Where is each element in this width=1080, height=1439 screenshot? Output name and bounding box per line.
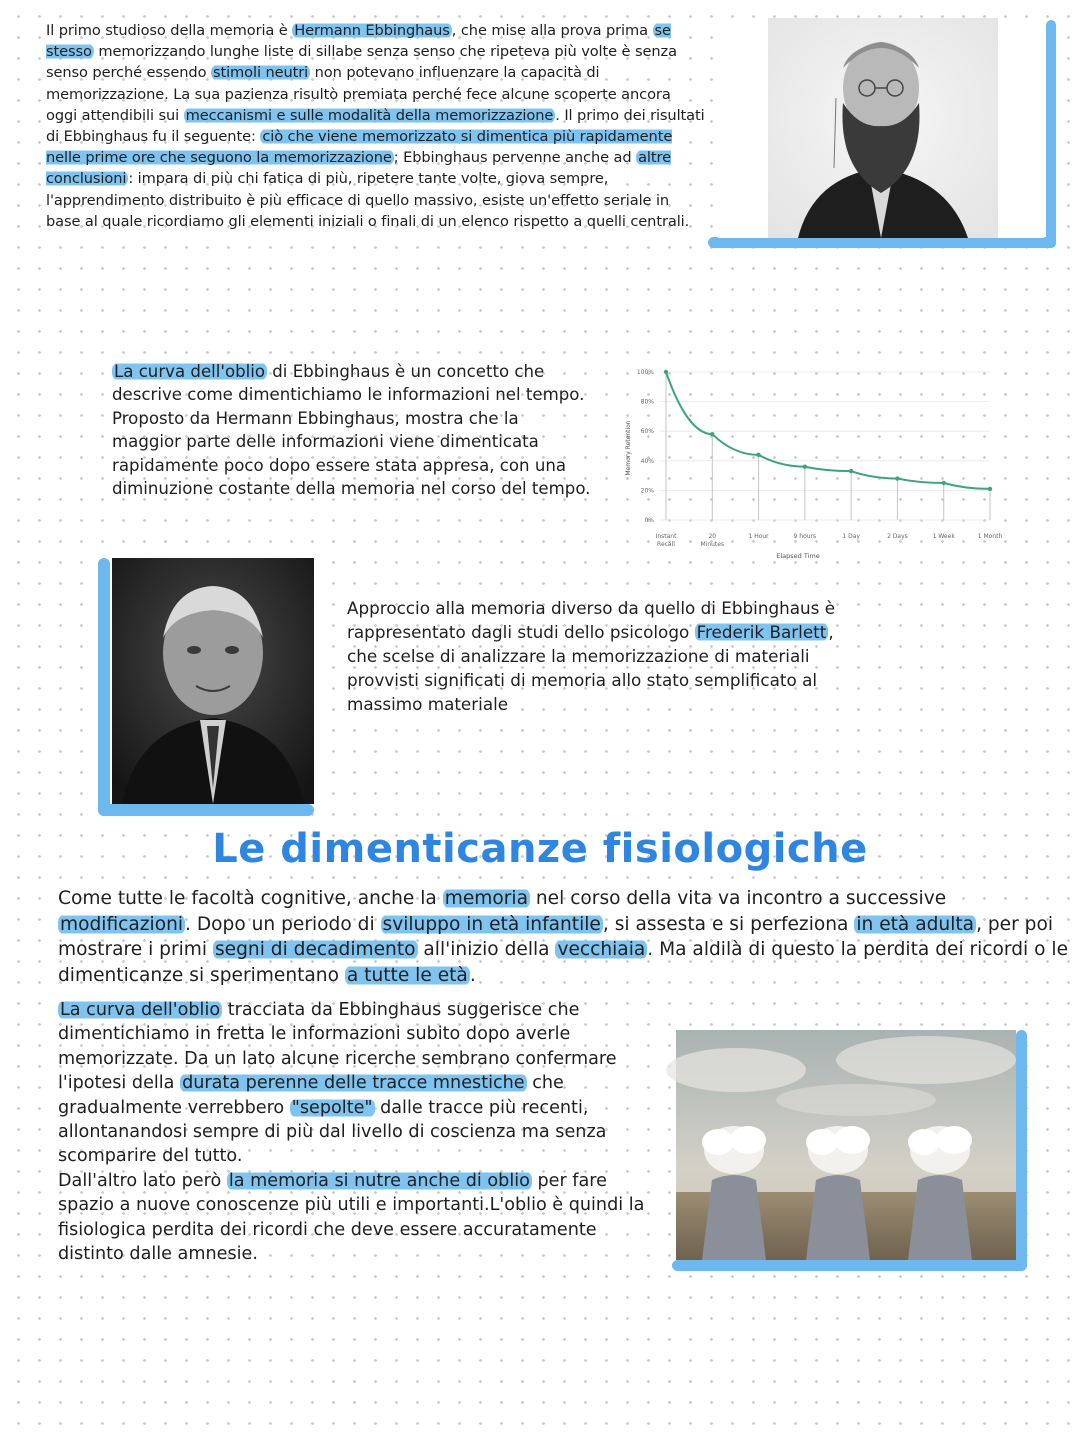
artwork-frame-right bbox=[1016, 1030, 1027, 1270]
chart-y-label: Memory Retention bbox=[625, 420, 632, 476]
intro-text bbox=[46, 20, 706, 232]
artwork-frame-bottom bbox=[672, 1260, 1027, 1271]
physio-text-6: all'inizio della bbox=[417, 939, 556, 960]
chart-point bbox=[849, 469, 853, 473]
chart-point bbox=[988, 487, 992, 491]
bartlett-frame-left bbox=[98, 558, 110, 816]
chart-y-tick-label: 20% bbox=[640, 487, 654, 495]
highlight-altre-conclusioni: altre conclusioni bbox=[46, 149, 671, 188]
oblio-text-4: Dall'altro lato però bbox=[58, 1170, 227, 1191]
chart-point bbox=[895, 476, 899, 480]
bartlett-frame-bottom bbox=[98, 804, 314, 816]
chart-y-tick-label: 100% bbox=[636, 369, 654, 376]
oblio-text-1: tracciata da Ebbinghaus suggerisce che dimentichiamo in fretta le informazioni subito dopo averle memorizzate. Da un lato alcune ricerche sembrano confermare l'ipotesi della bbox=[58, 1000, 617, 1094]
intro-text-7: : impara di più chi fatica di più, ripetere tante volte, giova sempre, l'apprendimento distribuito è più efficace di quello massivo, esiste un'effetto seriale in base al quale ricordiamo gli elementi iniziali o finali di un elenco rispetto a quelli centrali. bbox=[46, 170, 690, 230]
ebbinghaus-frame-bottom bbox=[708, 237, 1056, 248]
oblio-text bbox=[58, 998, 648, 1266]
chart-y-tick-label: 40% bbox=[640, 457, 654, 465]
chart-y-tick-label: 60% bbox=[640, 428, 654, 436]
chart-x-label: Elapsed Time bbox=[776, 552, 820, 560]
chart-x-tick-label: 1 Hour bbox=[748, 533, 769, 540]
physiological-paragraph bbox=[58, 886, 1073, 988]
intro-text-2: , che mise alla prova prima bbox=[451, 22, 653, 39]
highlight-durata-perenne: durata perenne delle tracce mnestiche bbox=[182, 1073, 525, 1094]
highlight-vecchiaia: vecchiaia bbox=[557, 939, 646, 960]
cloud-heads-artwork bbox=[676, 1030, 1016, 1260]
physio-text-5: , per poi mostrare i primi bbox=[58, 913, 1054, 960]
highlight-stimoli-neutri: stimoli neutri bbox=[212, 64, 309, 82]
chart-point bbox=[803, 465, 807, 469]
physio-text-3: . Dopo un periodo di bbox=[185, 913, 381, 935]
forgetting-curve-svg bbox=[618, 358, 1003, 568]
intro-text-4: non potevano influenzare la capacità di memorizzazione. La sua pazienza risultò premiata perché fece alcune scoperte ancora oggi attendibili sui bbox=[46, 64, 671, 124]
highlight-curva-oblio: La curva dell'oblio bbox=[114, 362, 265, 381]
chart-x-tick-label: 1 Month bbox=[977, 533, 1003, 540]
highlight-dimentica: ciò che viene memorizzato si dimentica più rapidamente nelle prime ore che seguono la memorizzazione bbox=[46, 128, 673, 167]
highlight-memoria: memoria bbox=[444, 888, 528, 909]
highlight-decadimento: segni di decadimento bbox=[214, 939, 416, 960]
chart-drop-lines bbox=[666, 372, 990, 520]
physio-text-7: . Ma aldilà di questo la perdita dei ricordi o le dimenticanze si sperimentano bbox=[58, 939, 1069, 986]
intro-text-3: memorizzando lunghe liste di sillabe senza senso che ripeteva più volte è senza senso perché essendo bbox=[46, 43, 677, 82]
physio-text bbox=[58, 886, 1073, 988]
highlight-barlett: Frederik Barlett bbox=[696, 622, 827, 642]
bartlett-text-2: , che scelse di analizzare la memorizzazione di materiali provvisti significati di memoria allo stato semplificato al massimo materiale bbox=[347, 622, 834, 714]
forgetting-curve-chart bbox=[618, 358, 1003, 568]
physio-text-4: , si assesta e si perfeziona bbox=[602, 913, 855, 935]
chart-y-ticks bbox=[637, 369, 654, 524]
highlight-meccanismi: meccanismi e sulle modalità della memorizzazione bbox=[185, 106, 554, 124]
intro-paragraph bbox=[46, 20, 706, 232]
section-title: Le dimenticanze fisiologiche bbox=[212, 826, 868, 872]
highlight-sepolte: "sepolte" bbox=[291, 1097, 373, 1118]
bartlett-text-1: Approccio alla memoria diverso da quello di Ebbinghaus è rappresentato dagli studi dello psicologo bbox=[347, 598, 836, 642]
bartlett-portrait bbox=[112, 558, 314, 804]
chart-point bbox=[756, 453, 760, 457]
figure-3 bbox=[908, 1126, 972, 1260]
oblio-text-3: dalle tracce più recenti, allontanandosi sempre di più dal livello di coscienza ma senza scomparire del tutto. bbox=[58, 1097, 607, 1167]
bartlett-portrait-drawing bbox=[112, 558, 314, 804]
intro-text-1: Il primo studioso della memoria è bbox=[46, 22, 293, 39]
chart-point bbox=[664, 370, 668, 374]
chart-x-tick-label: 1 Week bbox=[932, 533, 955, 540]
forgetting-curve-paragraph bbox=[112, 360, 592, 500]
highlight-ebbinghaus: Hermann Ebbinghaus bbox=[294, 22, 450, 39]
highlight-modificazioni: modificazioni bbox=[60, 913, 184, 935]
physio-text-2: nel corso della vita va incontro a successive bbox=[529, 888, 947, 909]
figure-1 bbox=[702, 1126, 766, 1260]
ebbinghaus-frame-right bbox=[1046, 20, 1056, 248]
highlight-eta-adulta: in età adulta bbox=[856, 913, 975, 935]
physio-text-8: . bbox=[469, 964, 476, 986]
intro-text-5: . Il primo dei risultati di Ebbinghaus fu il seguente: bbox=[46, 106, 705, 146]
bartlett-text bbox=[347, 596, 867, 716]
chart-point bbox=[942, 481, 946, 485]
ebbinghaus-portrait bbox=[718, 18, 1044, 238]
chart-points bbox=[664, 370, 992, 491]
highlight-curva-oblio-2: La curva dell'oblio bbox=[60, 1000, 221, 1020]
oblio-text-5: per fare spazio a nuove conoscenze più utili e importanti.L'oblio è quindi la fisiologica perdita dei ricordi che deve essere accuratamente distinto dalle amnesie. bbox=[58, 1170, 645, 1265]
curve-text-1: di Ebbinghaus è un concetto che descrive come dimentichiamo le informazioni nel tempo. Proposto da Hermann Ebbinghaus, mostra che la maggior parte delle informazioni viene dimenticata rapidamente poco dopo essere stata appresa, con una diminuzione costante della memoria nel corso del tempo. bbox=[112, 362, 591, 499]
physio-text-1: Come tutte le facoltà cognitive, anche la bbox=[58, 888, 443, 909]
highlight-se-stesso: se stesso bbox=[46, 22, 671, 61]
bartlett-paragraph bbox=[347, 596, 867, 716]
ebbinghaus-portrait-drawing bbox=[718, 18, 1044, 238]
highlight-nutre-oblio: la memoria si nutre anche di oblio bbox=[228, 1170, 530, 1191]
chart-y-tick-label: 0% bbox=[644, 517, 654, 524]
oblio-text-2: che gradualmente verrebbero bbox=[58, 1073, 564, 1118]
cloud-heads-drawing bbox=[676, 1030, 1016, 1260]
chart-x-tick-label: 9 hours bbox=[793, 533, 817, 540]
chart-x-tick-label: 1 Day bbox=[842, 533, 860, 540]
oblio-paragraph bbox=[58, 998, 648, 1266]
curve-text bbox=[112, 360, 592, 500]
chart-x-tick-label: 2 Days bbox=[887, 533, 908, 540]
chart-point bbox=[710, 432, 714, 436]
chart-x-tick-label: Instant Recall bbox=[655, 533, 677, 548]
highlight-tutte-eta: a tutte le età bbox=[346, 964, 468, 986]
chart-x-ticks bbox=[656, 533, 1003, 548]
chart-y-tick-label: 80% bbox=[640, 398, 654, 406]
chart-x-tick-label: 20 Minutes bbox=[700, 533, 725, 548]
intro-text-6: ; Ebbinghaus pervenne anche ad bbox=[393, 149, 637, 167]
highlight-sviluppo: sviluppo in età infantile bbox=[382, 913, 601, 935]
figure-2 bbox=[806, 1126, 870, 1260]
chart-series-line bbox=[666, 372, 990, 489]
chart-grid bbox=[660, 372, 990, 520]
